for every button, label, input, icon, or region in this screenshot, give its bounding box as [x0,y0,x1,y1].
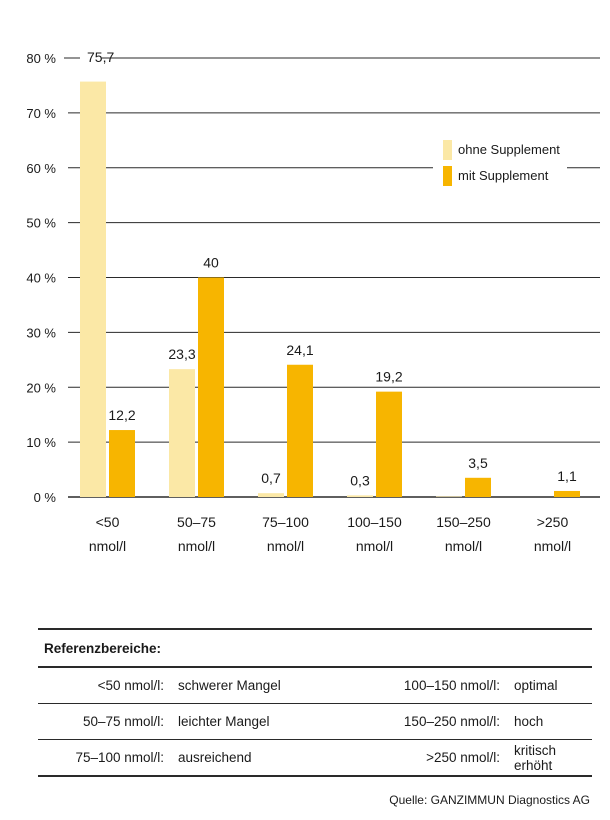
reference-description: optimal [514,678,558,693]
bar [465,478,491,497]
x-tick-label: <50 [95,514,120,530]
y-axis-ticks [26,51,56,505]
bar [347,495,373,497]
data-label: 0,7 [261,470,281,487]
y-tick-label: 10 % [26,435,56,451]
reference-description: kritisch erhöht [514,742,557,773]
bar [287,365,313,497]
reference-range: >250 nmol/l: [426,750,500,765]
data-labels [87,49,577,488]
reference-range: <50 nmol/l: [97,678,164,693]
bar [376,392,402,497]
bar [80,82,106,497]
reference-range: 150–250 nmol/l: [403,714,500,729]
legend-label: ohne Supplement [458,142,560,157]
reference-description: leichter Mangel [178,714,270,729]
x-tick-label: 100–150 [347,514,402,530]
reference-row [38,704,592,740]
grid-lines [64,58,600,497]
data-label: 75,7 [87,49,115,65]
y-tick-label: 30 % [26,325,56,341]
y-tick-label: 60 % [26,160,56,176]
bar [169,369,195,497]
x-tick-label: nmol/l [533,538,572,554]
bar [554,491,580,497]
data-label: 3,5 [468,454,488,471]
y-tick-label: 70 % [26,105,56,121]
y-tick-label: 80 % [26,51,56,66]
legend-box [433,126,567,204]
reference-range: 100–150 nmol/l: [403,678,500,693]
data-label: 23,3 [168,346,196,363]
category-labels [89,514,571,554]
reference-title: Referenzbereiche: [44,640,162,656]
bar [436,496,462,497]
y-tick-label: 20 % [26,380,56,396]
data-label: 0,3 [350,472,370,489]
x-tick-label: nmol/l [444,538,483,554]
x-tick-label: nmol/l [177,538,216,554]
x-tick-label: nmol/l [266,538,305,554]
x-tick-label: 75–100 [262,514,309,530]
y-tick-label: 0 % [33,490,56,505]
x-tick-label: 50–75 [177,514,216,530]
legend-swatch [443,166,452,186]
legend [433,126,567,204]
source-note: Quelle: GANZIMMUN Diagnostics AG [389,793,590,807]
reference-title-row [38,629,592,667]
x-tick-label: >250 [536,514,569,530]
y-tick-label: 50 % [26,215,56,231]
bar [198,278,224,498]
data-label: 40 [203,254,219,271]
data-label: 24,1 [286,341,314,358]
y-tick-label: 40 % [26,270,56,286]
reference-range: 75–100 nmol/l: [75,750,164,765]
reference-row [38,667,592,704]
reference-description: hoch [514,714,544,729]
reference-range: 50–75 nmol/l: [82,714,164,729]
x-tick-label: nmol/l [355,538,394,554]
legend-label: mit Supplement [458,168,549,183]
data-label: 19,2 [375,368,403,385]
data-label: 1,1 [557,467,577,484]
bar [258,493,284,497]
reference-description: schwerer Mangel [178,678,281,693]
x-tick-label: nmol/l [88,538,127,554]
legend-swatch [443,140,452,160]
data-label: 12,2 [108,407,136,424]
x-tick-label: 150–250 [436,514,491,530]
reference-row [38,740,592,777]
bar [109,430,135,497]
reference-table [38,628,592,777]
reference-description: ausreichend [178,750,252,765]
